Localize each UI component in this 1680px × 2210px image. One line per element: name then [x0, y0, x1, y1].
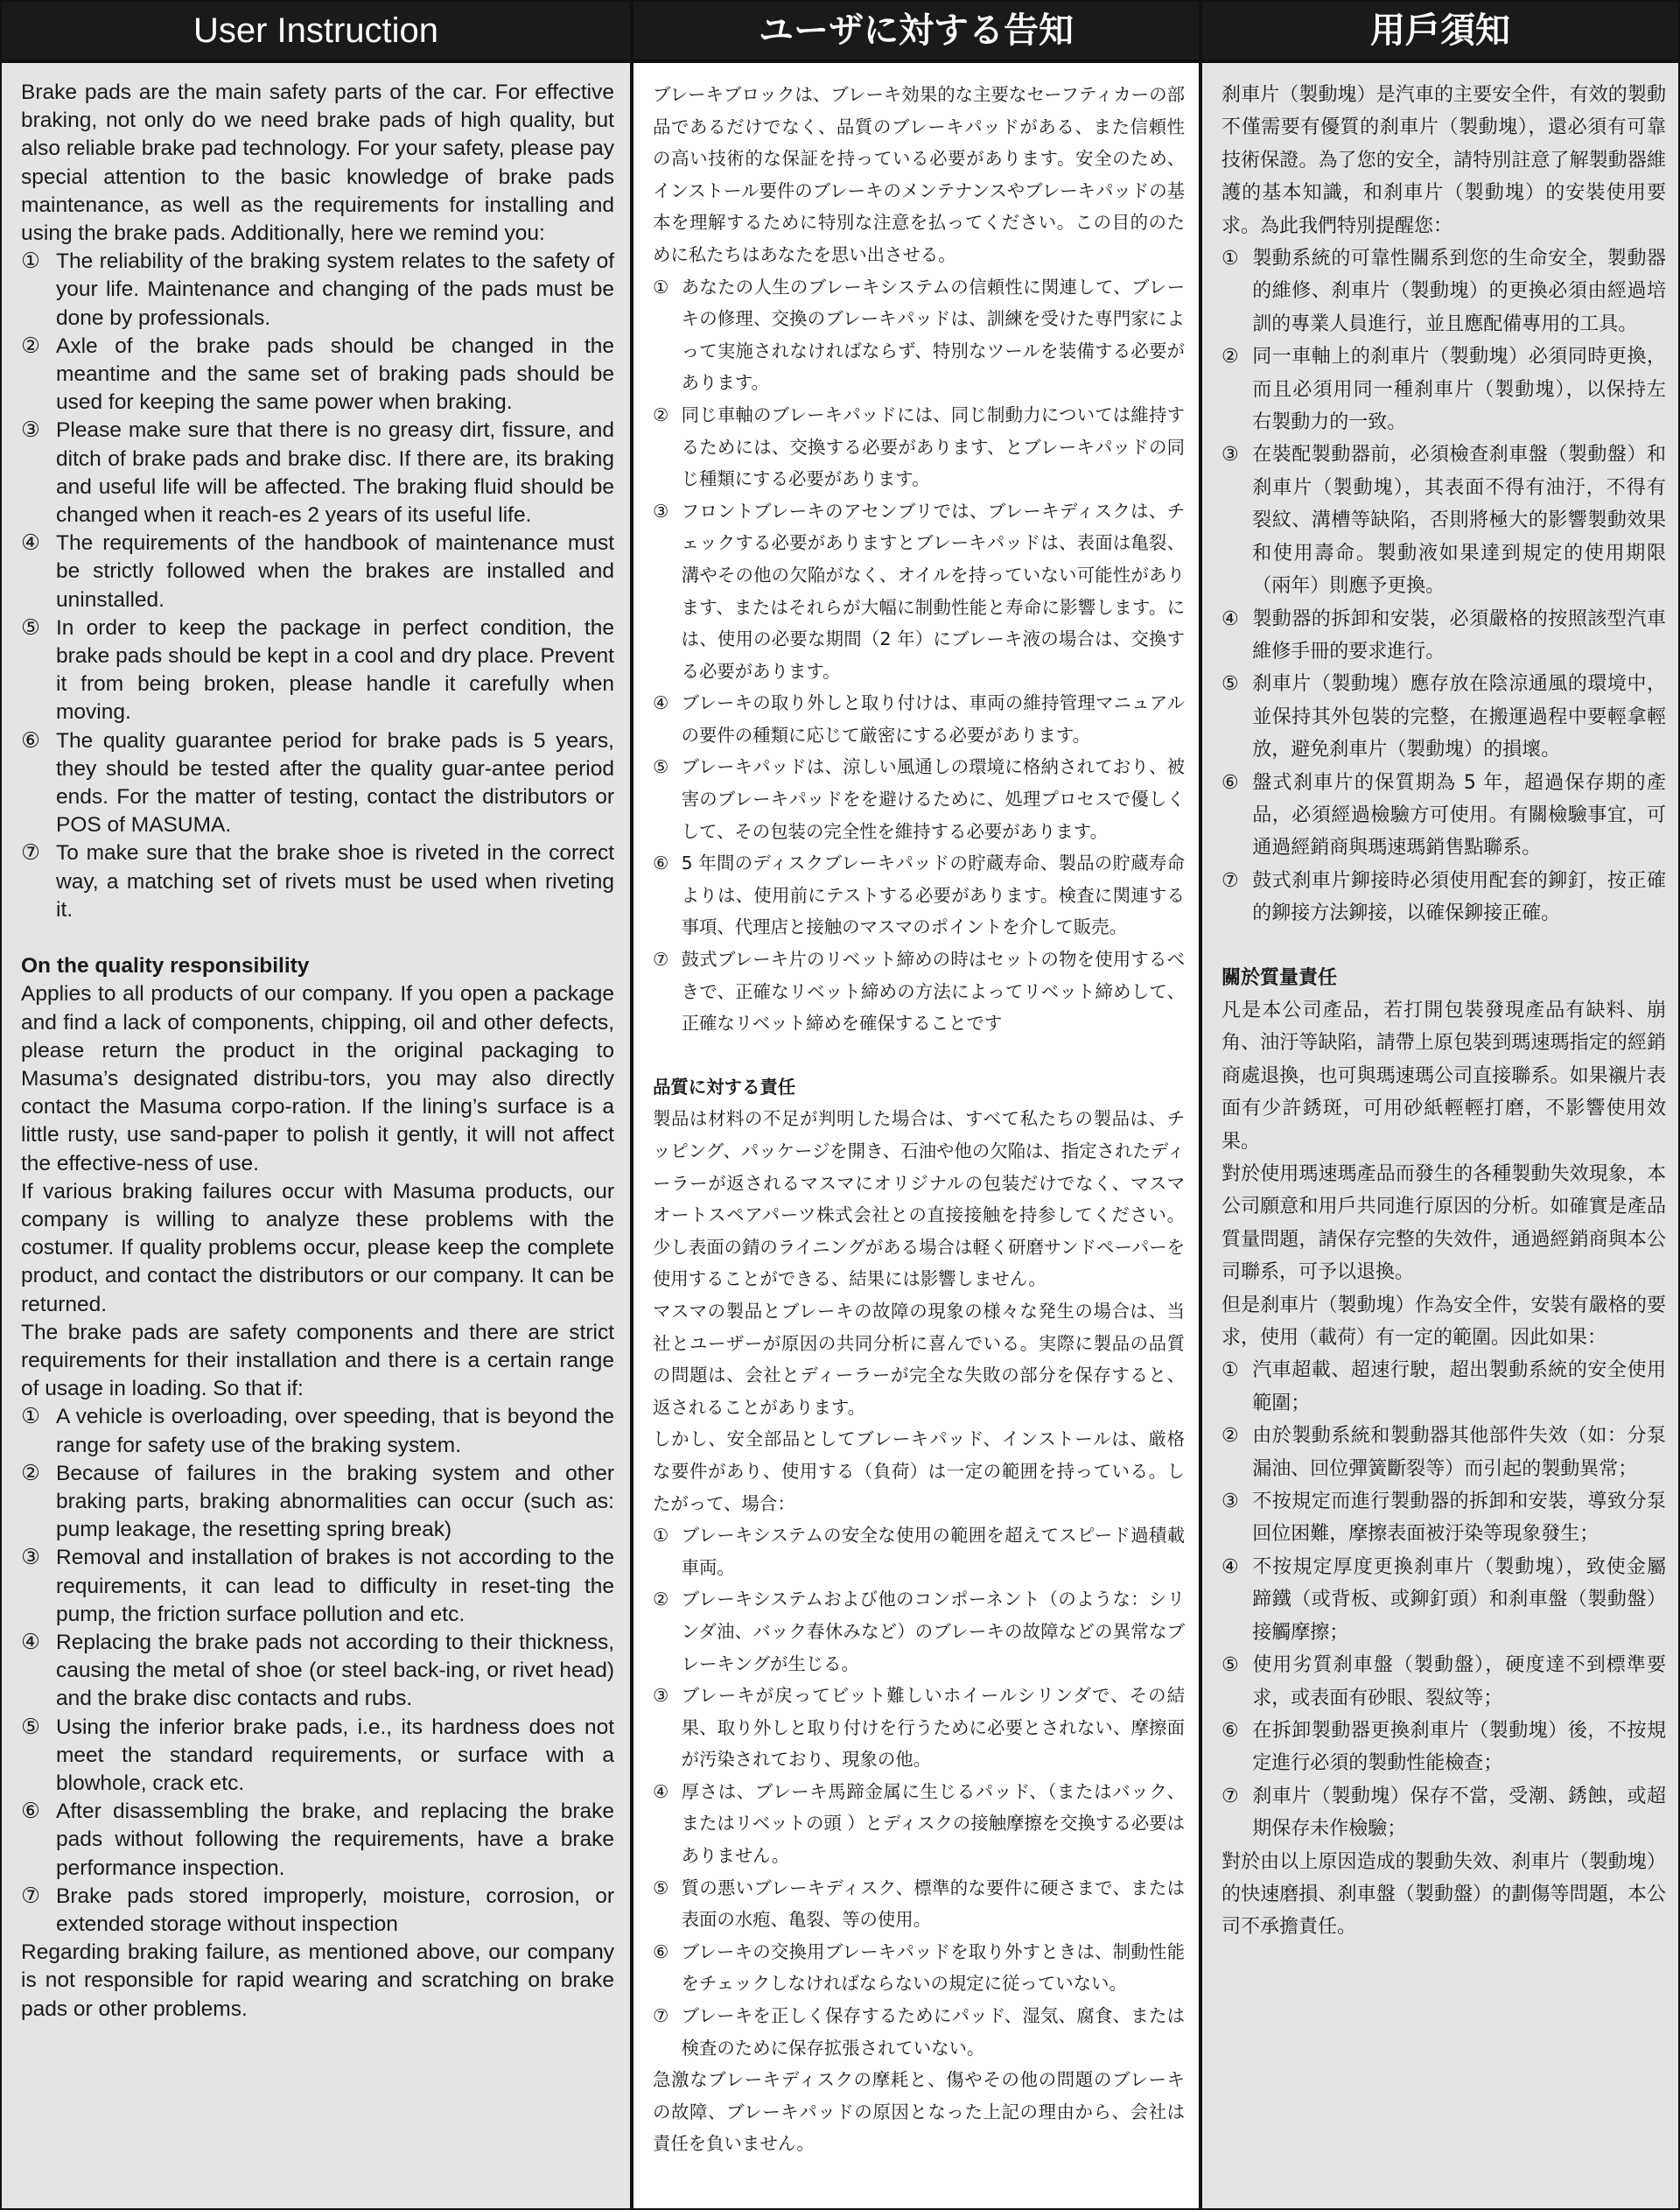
item-number: ⑤ [21, 615, 40, 640]
item-text: Brake pads stored improperly, moisture, corrosion, or extended storage without inspection [56, 1884, 614, 1936]
item-text: 製動系統的可靠性關系到您的生命安全，製動器的維修、刹車片（製動塊）的更換必須由經過培訓的專業人員進行，並且應配備專用的工具。 [1252, 248, 1666, 335]
item-text: The reliability of the braking system relates to the safety of your life. Maintenance and changing of the pads must be done by professionals. [56, 249, 614, 330]
item-number: ② [1222, 1425, 1239, 1448]
list-item [653, 399, 1185, 495]
list-item [21, 1544, 614, 1629]
list-item [21, 530, 614, 614]
item-text: Please make sure that there is no greasy dirt, fissure, and ditch of brake pads and brake disc. If there are, its braking and useful life will be affected. The braking fluid should be changed when it reach-es 2 years of its useful life. [56, 418, 614, 528]
list-item [21, 839, 614, 924]
item-number: ⑤ [1222, 673, 1239, 696]
item-text: The requirements of the handbook of maintenance must be strictly followed when the brakes are installed and uninstalled. [56, 531, 614, 612]
item-number: ⑤ [1222, 1654, 1239, 1677]
item-text: Axle of the brake pads should be changed in the meantime and the same set of braking pads should be used for keeping the same power when braking. [56, 333, 614, 415]
item-number: ⑦ [1222, 1785, 1239, 1807]
list-item [21, 1629, 614, 1714]
item-number: ⑦ [1222, 869, 1239, 892]
list-item [1222, 1551, 1666, 1649]
japanese-column-body [634, 63, 1199, 2208]
item-number: ⑤ [653, 1877, 669, 1898]
item-number: ③ [1222, 1491, 1239, 1513]
item-number: ① [1222, 1359, 1239, 1382]
list-item [653, 944, 1185, 1040]
japanese-column-header: ユーザに対する告知 [634, 2, 1199, 63]
item-number: ⑥ [653, 852, 669, 874]
quality-paragraph: しかし、安全部品としてブレーキパッド、インストールは、厳格な要件があり、使用する（負荷）は一定の範囲を持っている。したがって、場合： [653, 1428, 1185, 1514]
japanese-column [630, 2, 1199, 2208]
item-text: Because of failures in the braking system and other braking parts, braking abnormalities can occur (such as: pump leakage, the resetting spring break) [56, 1461, 614, 1542]
item-text: ブレーキパッドは、涼しい風通しの環境に格納されており、被害のブレーキパッドをを避けるために、処理プロセスで優しくして、その包装の完全性を維持する必要があります。 [681, 756, 1185, 842]
list-item [1222, 603, 1666, 669]
list-item [653, 1872, 1185, 1936]
reminder-list [21, 248, 614, 924]
item-number: ① [1222, 248, 1239, 270]
list-item [1222, 438, 1666, 602]
quality-paragraph: マスマの製品とブレーキの故障の現象の様々な発生の場合は、当社とユーザーが原因の共同分析に喜んでいる。実際に製品の品質の問題は、会社とディーラーが完全な失敗の部分を保存すると、返されることがあります。 [653, 1300, 1185, 1418]
item-number: ⑥ [653, 1940, 669, 1962]
quality-heading: 關於質量責任 [1222, 966, 1338, 989]
list-item [1222, 1715, 1666, 1780]
list-item [1222, 242, 1666, 340]
list-item [653, 1583, 1185, 1680]
item-number: ① [653, 276, 669, 298]
list-item [21, 333, 614, 417]
item-number: ① [21, 1405, 40, 1429]
item-text: 在裝配製動器前，必須檢查刹車盤（製動盤）和刹車片（製動塊），其表面不得有油汙，不得有裂紋、溝槽等缺陷，否則將極大的影響製動效果和使用壽命。製動液如果達到規定的使用期限（兩年）則應予更換。 [1252, 444, 1666, 598]
list-item [1222, 1354, 1666, 1420]
closing-paragraph: Regarding braking failure, as mentioned above, our company is not responsible for rapid wearing and scratching on brake pads or other problems. [21, 1940, 614, 2021]
item-number: ① [21, 249, 40, 274]
reminder-list [653, 271, 1185, 1040]
item-text: 刹車片（製動塊）應存放在陰涼通風的環境中，並保持其外包裝的完整，在搬運過程中要輕拿輕放，避免刹車片（製動塊）的損壞。 [1252, 673, 1666, 761]
item-number: ④ [653, 1780, 669, 1802]
intro-paragraph: ブレーキブロックは、ブレーキ効果的な主要なセーフティカーの部品であるだけでなく、品質のブレーキパッドがある、また信頼性の高い技術的な保証を持っている必要があります。安全のため、インストール要件のブレーキのメンテナンスやブレーキパッドの基本を理解するために特別な注意を払ってください。この目的のために私たちはあなたを思い出させる。 [653, 84, 1185, 265]
item-number: ⑤ [21, 1715, 40, 1739]
item-number: ⑥ [1222, 1719, 1239, 1742]
item-text: ブレーキシステムの安全な使用の範囲を超えてスピード過積載車両。 [681, 1525, 1185, 1578]
item-number: ④ [1222, 607, 1239, 630]
item-number: ④ [1222, 1555, 1239, 1578]
quality-heading: 品質に対する責任 [653, 1076, 796, 1098]
quality-paragraph: 凡是本公司產品，若打開包裝發現產品有缺料、崩角、油汙等缺陷，請帶上原包裝到瑪速瑪指定的經銷商處退換，也可與瑪速瑪公司直接聯系。如果襯片表面有少許銹斑，可用砂紙輕輕打磨，不影響使用效果。 [1222, 999, 1666, 1153]
english-column-body [2, 63, 630, 2208]
closing-paragraph: 對於由以上原因造成的製動失效、刹車片（製動塊）的快速磨損、刹車盤（製動盤）的劃傷等問題，本公司不承擔責任。 [1222, 1850, 1666, 1939]
item-number: ④ [653, 692, 669, 714]
list-item [1222, 1485, 1666, 1551]
item-text: The quality guarantee period for brake pads is 5 years, they should be tested after the quality guar-antee period ends. For the matter of testing, contact the distributors or POS of MASUMA. [56, 728, 614, 838]
item-number: ⑥ [1222, 771, 1239, 794]
item-text: After disassembling the brake, and replacing the brake pads without following the requirements, have a brake performance inspection. [56, 1800, 614, 1880]
list-item [1222, 865, 1666, 930]
list-item [653, 271, 1185, 399]
quality-paragraph: Applies to all products of our company. If you open a package and find a lack of components, chipping, oil and other defects, please return the product in the original packaging to Masuma’s designated distribu-tors, you may also directly contact the Masuma corpo-ration. If the lining’s surface is a little rusty, use sand-paper to polish it gently, it will not affect the effective-ness of use. [21, 982, 614, 1175]
list-item [21, 248, 614, 333]
list-item [1222, 668, 1666, 766]
list-item [653, 2000, 1185, 2064]
list-item [653, 1936, 1185, 2000]
quality-paragraph: 製品は材料の不足が判明した場合は、すべて私たちの製品は、チッピング、パッケージを開き、石油や他の欠陥は、指定されたディーラーが返されるマスマにオリジナルの包装だけでなく、マスマオートスペアパーツ株式会社との直接接触を持参してください。少し表面の錆のライニングがある場合は軽く研磨サンドペーパーを使用することができる、結果には影響しません。 [653, 1108, 1185, 1290]
list-item [1222, 340, 1666, 438]
item-number: ③ [21, 1546, 40, 1570]
item-text: Using the inferior brake pads, i.e., its hardness does not meet the standard requirements, or surface with a blowhole, crack etc. [56, 1715, 614, 1795]
english-column [2, 2, 630, 2208]
item-number: ② [21, 333, 40, 358]
list-item [21, 1798, 614, 1883]
item-number: ⑥ [21, 1800, 40, 1824]
item-text: 由於製動系統和製動器其他部件失效（如：分泵漏油、回位彈簧斷裂等）而引起的製動異常； [1252, 1425, 1666, 1480]
quality-paragraph: 對於使用瑪速瑪產品而發生的各種製動失效現象，本公司願意和用戶共同進行原因的分析。如確實是產品質量問題，請保存完整的失效件，通過經銷商與本公司聯系，可予以退換。 [1222, 1163, 1666, 1284]
item-text: 同じ車軸のブレーキパッドには、同じ制動力については維持するためには、交換する必要があります、とブレーキパッドの同じ種類にする必要があります。 [681, 403, 1185, 490]
item-number: ② [653, 1589, 669, 1610]
item-number: ③ [21, 418, 40, 443]
item-number: ② [21, 1461, 40, 1485]
reminder-list [1222, 242, 1666, 930]
item-number: ② [653, 403, 669, 425]
item-text: ブレーキを正しく保存するためにパッド、湿気、腐食、または検査のために保存拡張されていない。 [681, 2005, 1185, 2059]
failure-list [653, 1519, 1185, 2064]
list-item [1222, 1649, 1666, 1715]
list-item [21, 1403, 614, 1459]
item-number: ② [1222, 346, 1239, 368]
item-text: 在拆卸製動器更換刹車片（製動塊）後，不按規定進行必須的製動性能檢查； [1252, 1719, 1666, 1775]
list-item [1222, 1780, 1666, 1846]
quality-paragraph: 但是刹車片（製動塊）作為安全件，安裝有嚴格的要求，使用（載荷）有一定的範圍。因此如果： [1222, 1294, 1666, 1350]
list-item [21, 1883, 614, 1939]
item-text: 厚さは、ブレーキ馬蹄金属に生じるパッド、（またはバック、またはリベットの頭 ）とディスクの接触摩擦を交換する必要はありません。 [681, 1780, 1186, 1867]
item-text: 製動器的拆卸和安裝，必須嚴格的按照該型汽車維修手冊的要求進行。 [1252, 607, 1666, 663]
item-text: ブレーキの交換用ブレーキパッドを取り外すときは、制動性能をチェックしなければならないの規定に従っていない。 [681, 1940, 1185, 1995]
list-item [653, 687, 1185, 751]
item-text: 同一車軸上的刹車片（製動塊）必須同時更換，而且必須用同一種刹車片（製動塊），以保持左右製動力的一致。 [1252, 346, 1666, 434]
list-item [21, 1460, 614, 1545]
item-number: ③ [653, 1685, 669, 1707]
list-item [653, 1776, 1185, 1872]
item-text: To make sure that the brake shoe is riveted in the correct way, a matching set of rivets must be used when riveting it. [56, 841, 614, 922]
item-text: 鼓式ブレーキ片のリベット締めの時はセットの物を使用するべきで、正確なリベット締めの方法によってリベット締めして、正確なリベット締めを確保することです [681, 949, 1185, 1035]
chinese-column-header: 用戶須知 [1202, 2, 1678, 63]
item-number: ⑦ [21, 1884, 40, 1908]
list-item [21, 417, 614, 530]
item-number: ⑦ [21, 841, 40, 866]
item-number: ③ [1222, 444, 1239, 467]
chinese-column-body [1202, 63, 1678, 2208]
item-number: ⑥ [21, 728, 40, 753]
english-column-header: User Instruction [2, 2, 630, 63]
list-item [21, 727, 614, 840]
item-number: ④ [21, 531, 40, 556]
quality-heading: On the quality responsibility [21, 954, 310, 979]
item-text: 使用劣質刹車盤（製動盤），硬度達不到標準要求，或表面有砂眼、裂紋等； [1252, 1654, 1666, 1709]
list-item [653, 495, 1185, 688]
item-text: 盤式刹車片的保質期為 5 年，超過保存期的產品，必須經過檢驗方可使用。有關檢驗事宜，可通過經銷商與瑪速瑪銷售點聯系。 [1252, 771, 1666, 859]
list-item [653, 1519, 1185, 1583]
item-text: 不按規定厚度更換刹車片（製動塊），致使金屬蹄鐵（或背板、或鉚釘頭）和刹車盤（製動盤）接觸摩擦； [1252, 1555, 1666, 1644]
item-text: 5 年間のディスクブレーキパッドの貯蔵寿命、製品の貯蔵寿命よりは、使用前にテストする必要があります。検査に関連する事項、代理店と接触のマスマのポイントを介して販売。 [681, 852, 1185, 938]
quality-paragraph: The brake pads are safety components and there are strict requirements for their installation and there is a certain range of usage in loading. So that if: [21, 1320, 614, 1401]
item-text: ブレーキの取り外しと取り付けは、車両の維持管理マニュアルの要件の種類に応じて厳密にする必要があります。 [681, 692, 1185, 746]
item-text: 刹車片（製動塊）保存不當，受潮、銹蝕，或超期保存未作檢驗； [1252, 1785, 1666, 1841]
list-item [653, 847, 1185, 944]
list-item [653, 751, 1185, 847]
item-text: Replacing the brake pads not according to their thickness, causing the metal of shoe (or steel back-ing, or rivet head) and the brake disc contacts and rubs. [56, 1630, 614, 1711]
list-item [1222, 1420, 1666, 1485]
item-text: 質の悪いブレーキディスク、標準的な要件に硬さまで、または表面の水疱、亀裂、等の使用。 [681, 1877, 1185, 1931]
item-text: ブレーキシステムおよび他のコンポーネント（のような：シリンダ油、バック春休みなど）のブレーキの故障などの異常なブレーキングが生じる。 [681, 1589, 1185, 1674]
item-number: ④ [21, 1630, 40, 1654]
failure-list [1222, 1354, 1666, 1845]
intro-paragraph: Brake pads are the main safety parts of the car. For effective braking, not only do we need brake pads of high quality, but also reliable brake pad technology. For your safety, please pay special attention to the basic knowledge of brake pads maintenance, as well as the requirements for installing and using the brake pads. Additionally, here we remind you: [21, 81, 614, 246]
item-number: ⑤ [653, 756, 669, 778]
item-text: 鼓式刹車片鉚接時必須使用配套的鉚釘，按正確的鉚接方法鉚接，以確保鉚接正確。 [1252, 869, 1666, 925]
item-number: ① [653, 1525, 669, 1547]
item-text: In order to keep the package in perfect condition, the brake pads should be kept in a cool and dry place. Prevent it from being broken, please handle it carefully when moving. [56, 615, 614, 725]
item-text: あなたの人生のブレーキシステムの信頼性に関連して、ブレーキの修理、交換のブレーキパッドは、訓練を受けた専門家によって実施されなければならず、特別なツールを装備する必要があります。 [681, 276, 1185, 394]
list-item [21, 614, 614, 727]
item-number: ⑦ [653, 949, 669, 971]
chinese-column [1199, 2, 1678, 2208]
item-text: 汽車超載、超速行駛，超出製動系統的安全使用範圍； [1252, 1359, 1666, 1414]
item-text: フロントブレーキのアセンブリでは、ブレーキディスクは、チェックする必要がありますとブレーキパッドは、表面は亀裂、溝やその他の欠陥がなく、オイルを持っていない可能性があります、またはそれらが大幅に制動性能と寿命に影響します。には、使用の必要な期間（2 年）にブレーキ液の場合は、交換する必要があります。 [681, 500, 1185, 682]
item-number: ③ [653, 500, 669, 522]
item-text: ブレーキが戻ってビット難しいホイールシリンダで、その結果、取り外しと取り付けを行うために必要とされない、摩擦面が汚染されており、現象の他。 [681, 1685, 1185, 1771]
closing-paragraph: 急激なブレーキディスクの摩耗と、傷やその他の問題のブレーキの故障、ブレーキパッドの原因となった上記の理由から、会社は責任を負いません。 [653, 2069, 1185, 2155]
item-number: ⑦ [653, 2005, 669, 2027]
list-item [21, 1714, 614, 1799]
item-text: Removal and installation of brakes is not according to the requirements, it can lead to difficulty in reset-ting the pump, the friction surface pollution and etc. [56, 1546, 614, 1626]
failure-list [21, 1403, 614, 1939]
list-item [653, 1680, 1185, 1776]
item-text: 不按規定而進行製動器的拆卸和安裝，導致分泵回位困難，摩擦表面被汙染等現象發生； [1252, 1491, 1666, 1546]
intro-paragraph: 刹車片（製動塊）是汽車的主要安全件，有效的製動不僅需要有優質的刹車片（製動塊），還必須有可靠技術保證。為了您的安全，請特別註意了解製動器維護的基本知識，和刹車片（製動塊）的安裝使用要求。為此我們特別提醒您： [1222, 84, 1666, 237]
list-item [1222, 767, 1666, 865]
quality-paragraph: If various braking failures occur with Masuma products, our company is willing to analyze these problems with the costumer. If quality problems occur, please keep the complete product, and contact the distributors or our company. It can be returned. [21, 1179, 614, 1316]
item-text: A vehicle is overloading, over speeding, that is beyond the range for safety use of the braking system. [56, 1405, 614, 1457]
